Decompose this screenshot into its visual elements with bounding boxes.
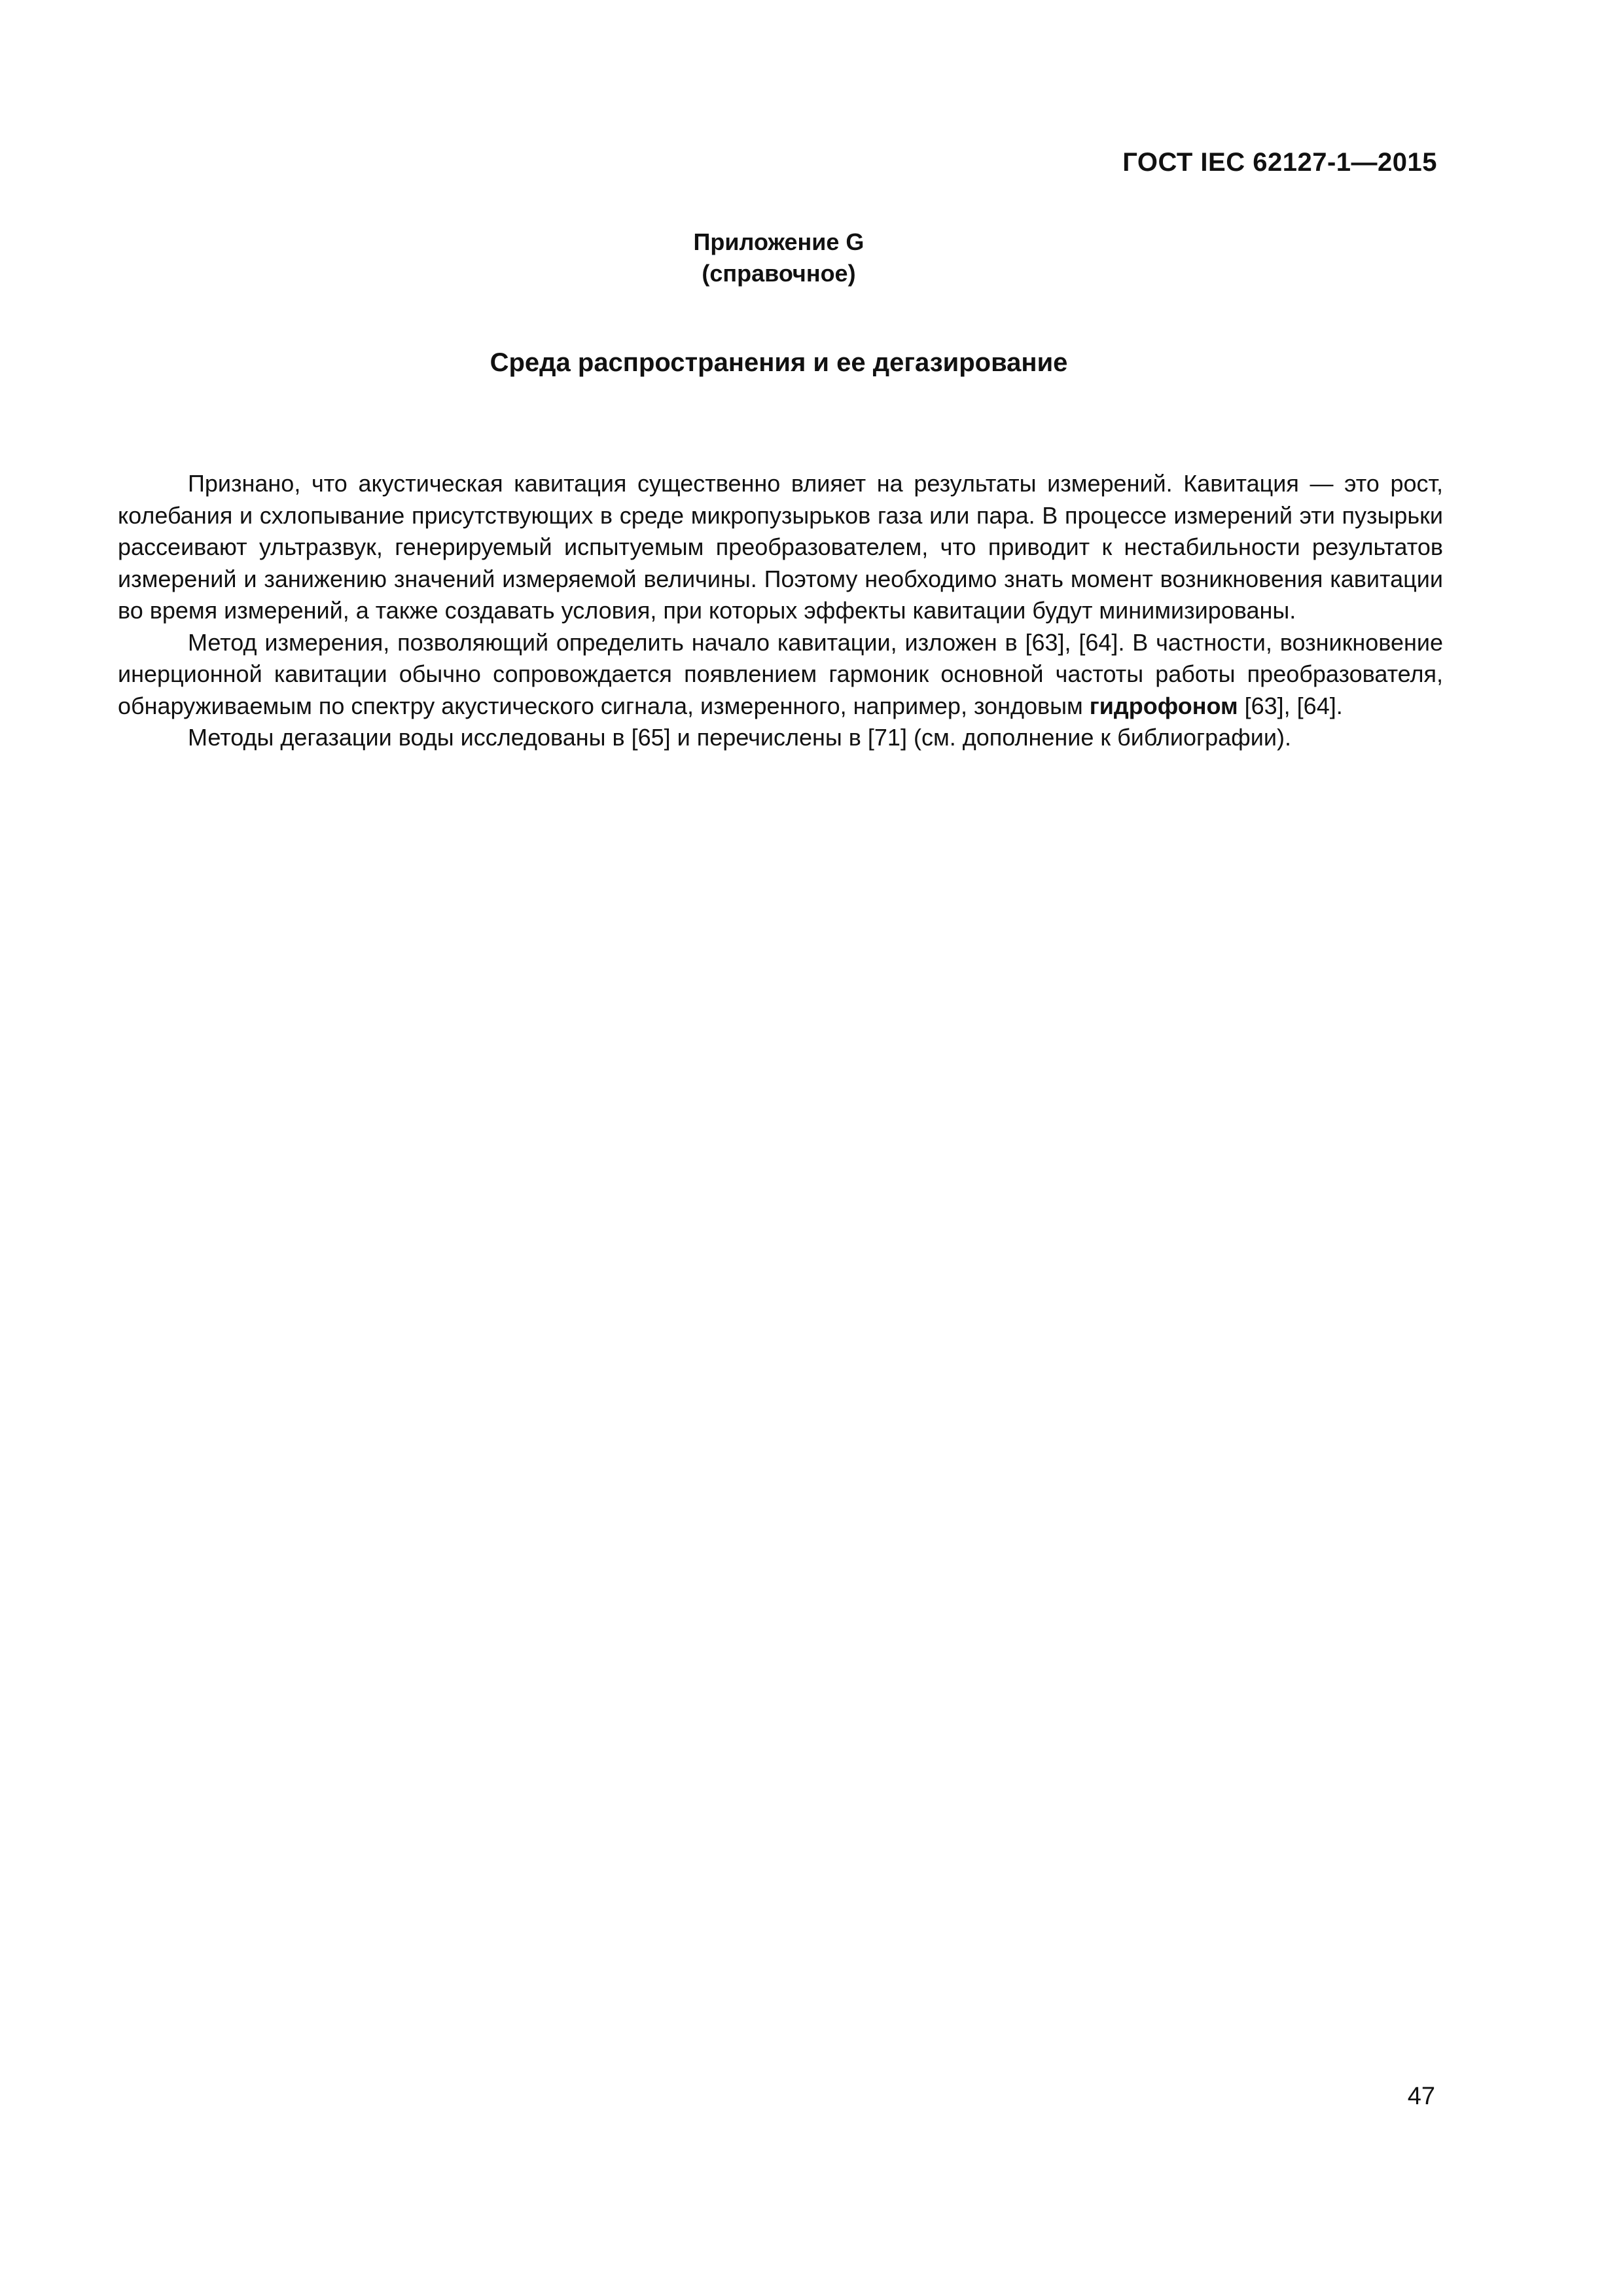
paragraph-measurement-method — [118, 627, 1443, 723]
page-number: 47 — [1407, 2083, 1435, 2110]
appendix-title: Приложение G — [693, 228, 865, 255]
document-code: ГОСТ IEC 62127-1—2015 — [1122, 148, 1437, 177]
appendix-status: (справочное) — [702, 260, 856, 287]
appendix-heading — [0, 226, 1558, 289]
paragraph-text-before: Метод измерения, позволяющий определить начало кавитации, изложен в [63], [64]. В частности, возникновение инерционной кавитации обычно сопровождается появлением гармоник основной частоты работы преобразователя, обнаруживаемым по спектру акустического сигнала, измеренного, например, зондовым — [118, 628, 1443, 719]
body-text — [118, 468, 1443, 754]
section-title: Среда распространения и ее дегазирование — [490, 348, 1068, 377]
paragraph-text-after: [63], [64]. — [1238, 692, 1343, 719]
bold-term: гидрофоном — [1089, 692, 1238, 719]
paragraph-degassing-methods: Методы дегазации воды исследованы в [65] и перечислены в [71] (см. дополнение к библиографии). — [188, 724, 1291, 751]
paragraph-cavitation-intro: Признано, что акустическая кавитация существенно влияет на результаты измерений. Кавитация — это рост, колебания и схлопывание присутствующих в среде микропузырьков газа или пара. В процессе измерений эти пузырьки рассеивают ультразвук, генерируемый испытуемым преобразователем, что приводит к нестабильности результатов измерений и занижению значений измеряемой величины. Поэтому необходимо знать момент возникновения кавитации во время измерений, а также создавать условия, при которых эффекты кавитации будут минимизированы. — [118, 470, 1443, 624]
